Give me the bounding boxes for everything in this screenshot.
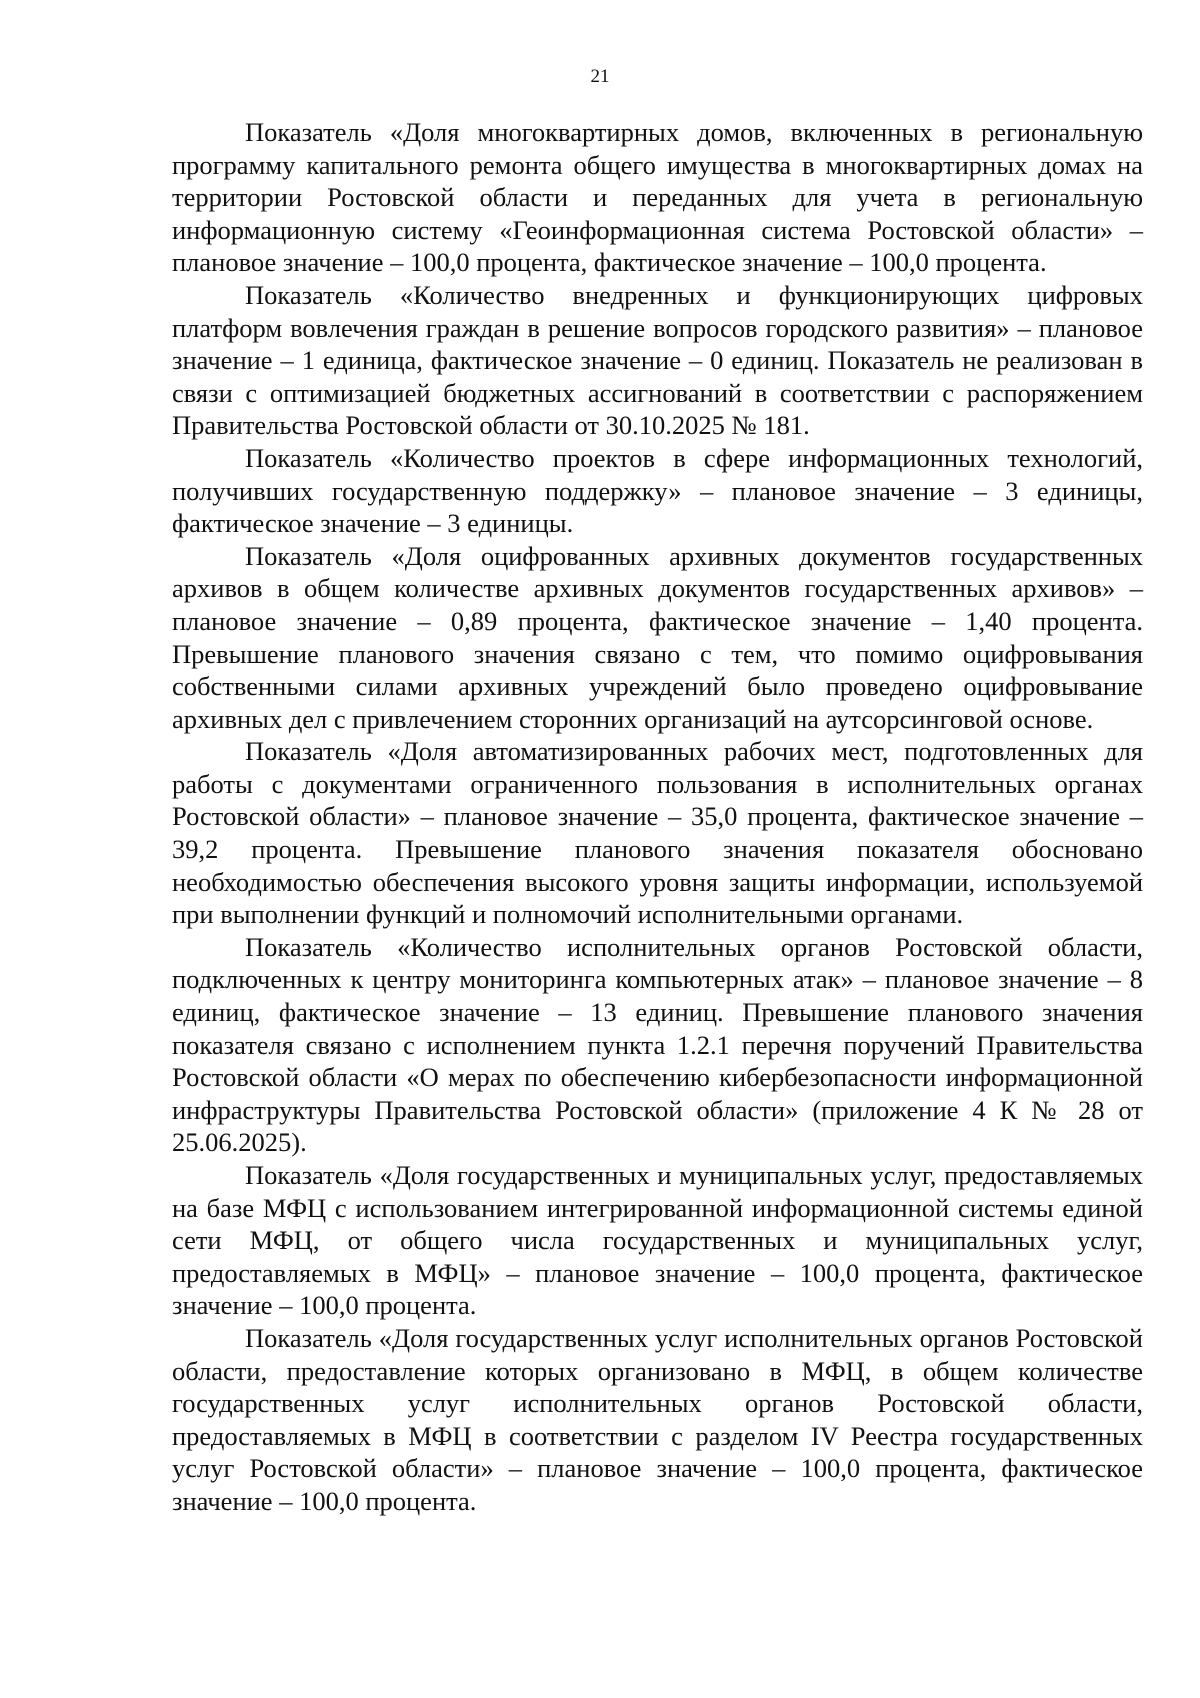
paragraph-mfc-services-share: Показатель «Доля государственных и муниципальных услуг, предоставляемых на базе МФЦ с использованием интегрированной информационной системы единой сети МФЦ, от общего числа государственных и муниципальных услуг, предоставляемых в МФЦ» – плановое значение – 100,0 процента, фактическое значение – 100,0 процента. xyxy=(172,1160,1143,1321)
paragraph-digitized-archives-share: Показатель «Доля оцифрованных архивных документов государственных архивов в общем количестве архивных документов государственных архивов» – плановое значение – 0,89 процента, фактическое значение – 1,40 процента. Превышение планового значения связано с тем, что помимо оцифровывания собственными силами архивных учреждений было проведено оцифровывание архивных дел с привлечением сторонних организаций на аутсорсинговой основе. xyxy=(172,540,1143,734)
paragraph-cyber-monitoring-count: Показатель «Количество исполнительных органов Ростовской области, подключенных к центру мониторинга компьютерных атак» – плановое значение – 8 единиц, фактическое значение – 13 единиц. Превышение планового значения показателя связано с исполнением пункта 1.2.1 перечня поручений Правительства Ростовской области «О мерах по обеспечению кибербезопасности информационной инфраструктуры Правительства Ростовской области» (приложение 4 К № 28 от 25.06.2025). xyxy=(172,931,1143,1158)
paragraph-apartment-buildings-share: Показатель «Доля многоквартирных домов, включенных в региональную программу капитального ремонта общего имущества в многоквартирных домах на территории Ростовской области и переданных для учета в региональную информационную систему «Геоинформационная система Ростовской области» – плановое значение – 100,0 процента, фактическое значение – 100,0 процента. xyxy=(172,117,1143,278)
paragraph-digital-platforms-count: Показатель «Количество внедренных и функционирующих цифровых платформ вовлечения граждан в решение вопросов городского развития» – плановое значение – 1 единица, фактическое значение – 0 единиц. Показатель не реализован в связи с оптимизацией бюджетных ассигнований в соответствии с распоряжением Правительства Ростовской области от 30.10.2025 № 181. xyxy=(172,279,1143,441)
paragraph-automated-workplaces-share: Показатель «Доля автоматизированных рабочих мест, подготовленных для работы с документами ограниченного пользования в исполнительных органах Ростовской области» – плановое значение – 35,0 процента, фактическое значение – 39,2 процента. Превышение планового значения показателя обосновано необходимостью обеспечения высокого уровня защиты информации, используемой при выполнении функций и полномочий исполнительными органами. xyxy=(172,736,1143,930)
document-body xyxy=(172,116,1143,1518)
page-number: 21 xyxy=(590,66,610,87)
paragraph-it-projects-count: Показатель «Количество проектов в сфере информационных технологий, получивших государственную поддержку» – плановое значение – 3 единицы, фактическое значение – 3 единицы. xyxy=(172,442,1143,539)
paragraph-mfc-state-services-share: Показатель «Доля государственных услуг исполнительных органов Ростовской области, предоставление которых организовано в МФЦ, в общем количестве государственных услуг исполнительных органов Ростовской области, предоставляемых в МФЦ в соответствии с разделом IV Реестра государственных услуг Ростовской области» – плановое значение – 100,0 процента, фактическое значение – 100,0 процента. xyxy=(172,1322,1143,1516)
